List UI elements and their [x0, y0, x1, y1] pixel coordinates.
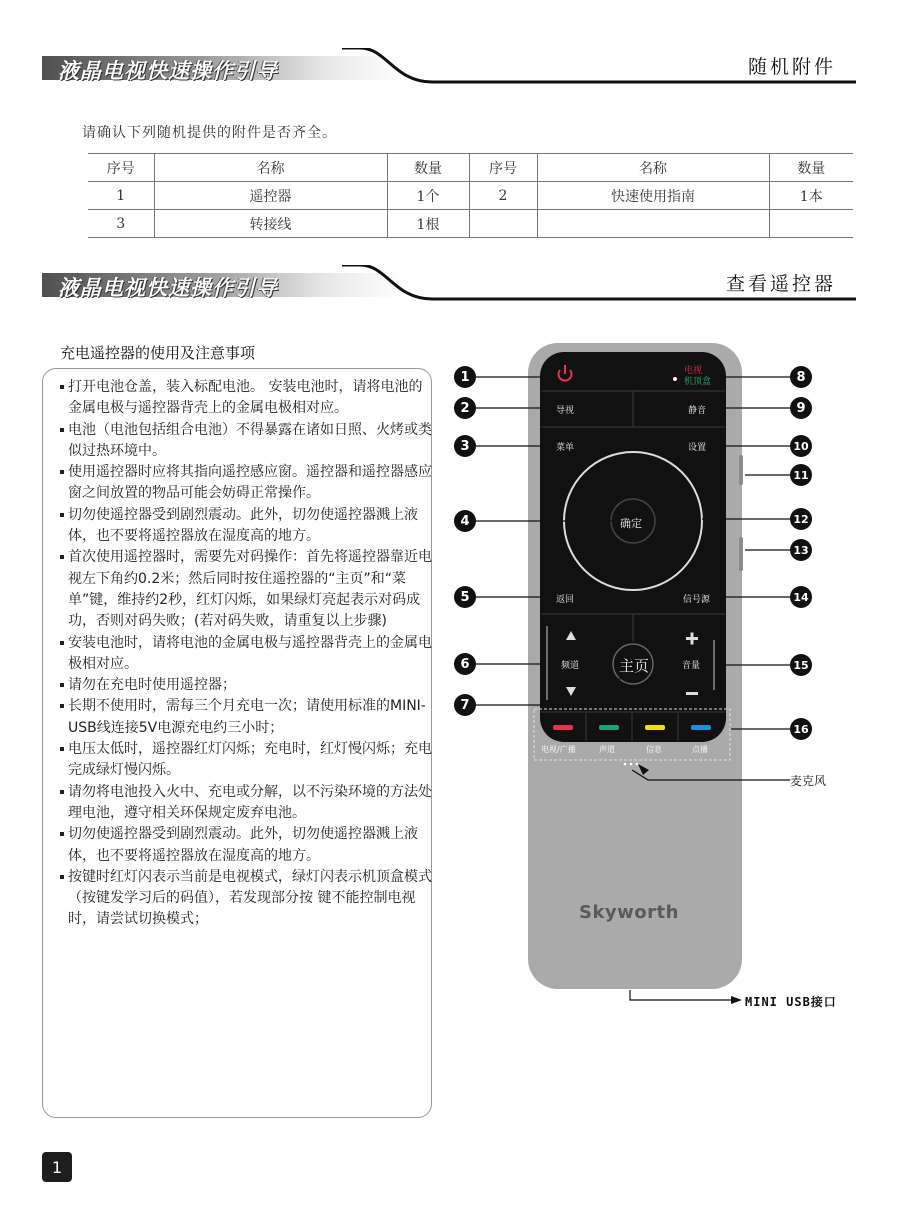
section-title: 随机附件 [747, 56, 836, 78]
color-key-label: 声道 [599, 745, 615, 754]
notes-title: 充电遥控器的使用及注意事项 [60, 344, 256, 362]
source-button[interactable]: 信号源 [683, 595, 711, 605]
ok-label[interactable]: 确定 [620, 517, 642, 530]
back-button[interactable]: 返回 [556, 595, 575, 605]
callout-number: 7 [454, 694, 476, 716]
callout-number: 3 [454, 435, 476, 457]
color-key-label: 信息 [646, 745, 662, 754]
red-key[interactable] [553, 725, 573, 730]
callout-number: 2 [454, 397, 476, 419]
callout-number: 8 [790, 366, 812, 388]
header-tab-title: 液晶电视快速操作引导 [58, 58, 278, 83]
table-cell: 3 [88, 210, 154, 238]
list-item: 请勿在充电时使用遥控器； [60, 675, 432, 696]
list-item: 请勿将电池投入火中、充电或分解，以不污染环境的方法处理电池，遵守相关环保规定废弃电池。 [60, 782, 432, 825]
microphone-holes [624, 763, 639, 766]
green-key[interactable] [599, 725, 619, 730]
channel-down-icon[interactable] [566, 687, 576, 696]
callout-number: 6 [454, 653, 476, 675]
list-item: 长期不使用时，需每三个月充电一次；请使用标准的MINI-USB线连接5V电源充电约三小时； [60, 696, 432, 739]
callout-number: 15 [790, 654, 812, 676]
settings-button[interactable]: 设置 [688, 443, 707, 453]
list-item: 切勿使遥控器受到剧烈震动。此外，切勿使遥控器溅上液体，也不要将遥控器放在湿度高的地方。 [60, 505, 432, 548]
header-cell: 名称 [154, 154, 387, 182]
color-key-label: 电视/广播 [541, 745, 576, 754]
volume-minus-icon[interactable] [686, 692, 698, 695]
table-cell: 2 [469, 182, 537, 210]
header-tab-title: 液晶电视快速操作引导 [58, 275, 278, 300]
color-key-label: 点播 [692, 745, 708, 754]
table-cell: 1本 [769, 182, 853, 210]
list-item: 切勿使遥控器受到剧烈震动。此外，切勿使遥控器溅上液体，也不要将遥控器放在湿度高的地方。 [60, 824, 432, 867]
callout-number: 10 [790, 435, 812, 457]
guide-button[interactable]: 导视 [556, 406, 575, 416]
volume-label: 音量 [682, 661, 701, 671]
list-item: 使用遥控器时应将其指向遥控感应窗。遥控器和遥控器感应窗之间放置的物品可能会妨碍正常操作。 [60, 462, 432, 505]
header-cell: 数量 [769, 154, 853, 182]
channel-up-icon[interactable] [566, 631, 576, 640]
mode-stb-label: 机顶盒 [684, 377, 712, 387]
section-title: 查看遥控器 [725, 273, 836, 295]
table-cell: 快速使用指南 [537, 182, 769, 210]
volume-plus-icon[interactable] [686, 633, 698, 645]
mode-tv-label: 电视 [684, 366, 703, 376]
channel-label: 频道 [561, 661, 580, 671]
callout-number: 4 [454, 510, 476, 532]
list-item: 首次使用遥控器时，需要先对码操作：首先将遥控器靠近电视左下角约0.2米；然后同时按住遥控器的“主页”和“菜单”键，维持约2秒，红灯闪烁，如果绿灯亮起表示对码成功，否则对码失败；(若对码失败，请重复以上步骤) [60, 547, 432, 632]
mode-indicator-dot [673, 377, 677, 381]
page-number: 1 [42, 1152, 72, 1182]
list-item: 打开电池仓盖，装入标配电池。 安装电池时，请将电池的金属电极与遥控器背壳上的金属电极相对应。 [60, 377, 432, 420]
callout-number: 1 [454, 366, 476, 388]
callout-number: 5 [454, 586, 476, 608]
header-cell: 名称 [537, 154, 769, 182]
callout-number: 12 [790, 508, 812, 530]
header-cell: 序号 [88, 154, 154, 182]
menu-button[interactable]: 菜单 [556, 443, 575, 453]
table-cell: 转接线 [154, 210, 387, 238]
list-item: 按键时红灯闪表示当前是电视模式，绿灯闪表示机顶盒模式（按键发学习后的码值），若发现部分按 键不能控制电视时，请尝试切换模式； [60, 867, 432, 931]
microphone-label: 麦克风 [790, 774, 827, 788]
blue-key[interactable] [691, 725, 711, 730]
header-cell: 数量 [387, 154, 469, 182]
arrow-icon [731, 996, 742, 1004]
usb-port-label: MINI USB接口 [745, 995, 837, 1009]
table-cell: 1 [88, 182, 154, 210]
callout-number: 13 [790, 539, 812, 561]
list-item: 安装电池时，请将电池的金属电极与遥控器背壳上的金属电极相对应。 [60, 633, 432, 676]
table-cell: 1根 [387, 210, 469, 238]
callout-number: 14 [790, 586, 812, 608]
callout-number: 16 [790, 718, 812, 740]
table-cell: 1个 [387, 182, 469, 210]
power-icon[interactable] [559, 365, 572, 381]
list-item: 电池（电池包括组合电池）不得暴露在诸如日照、火烤或类似过热环境中。 [60, 420, 432, 463]
brand-logo: Skyworth [579, 902, 679, 923]
callout-number: 9 [790, 397, 812, 419]
yellow-key[interactable] [645, 725, 665, 730]
table-cell: 遥控器 [154, 182, 387, 210]
mute-button[interactable]: 静音 [688, 406, 707, 416]
header-cell: 序号 [469, 154, 537, 182]
callout-number: 11 [790, 464, 812, 486]
accessories-intro: 请确认下列随机提供的附件是否齐全。 [82, 125, 337, 141]
list-item: 电压太低时，遥控器红灯闪烁；充电时，红灯慢闪烁；充电完成绿灯慢闪烁。 [60, 739, 432, 782]
home-label[interactable]: 主页 [619, 657, 650, 675]
